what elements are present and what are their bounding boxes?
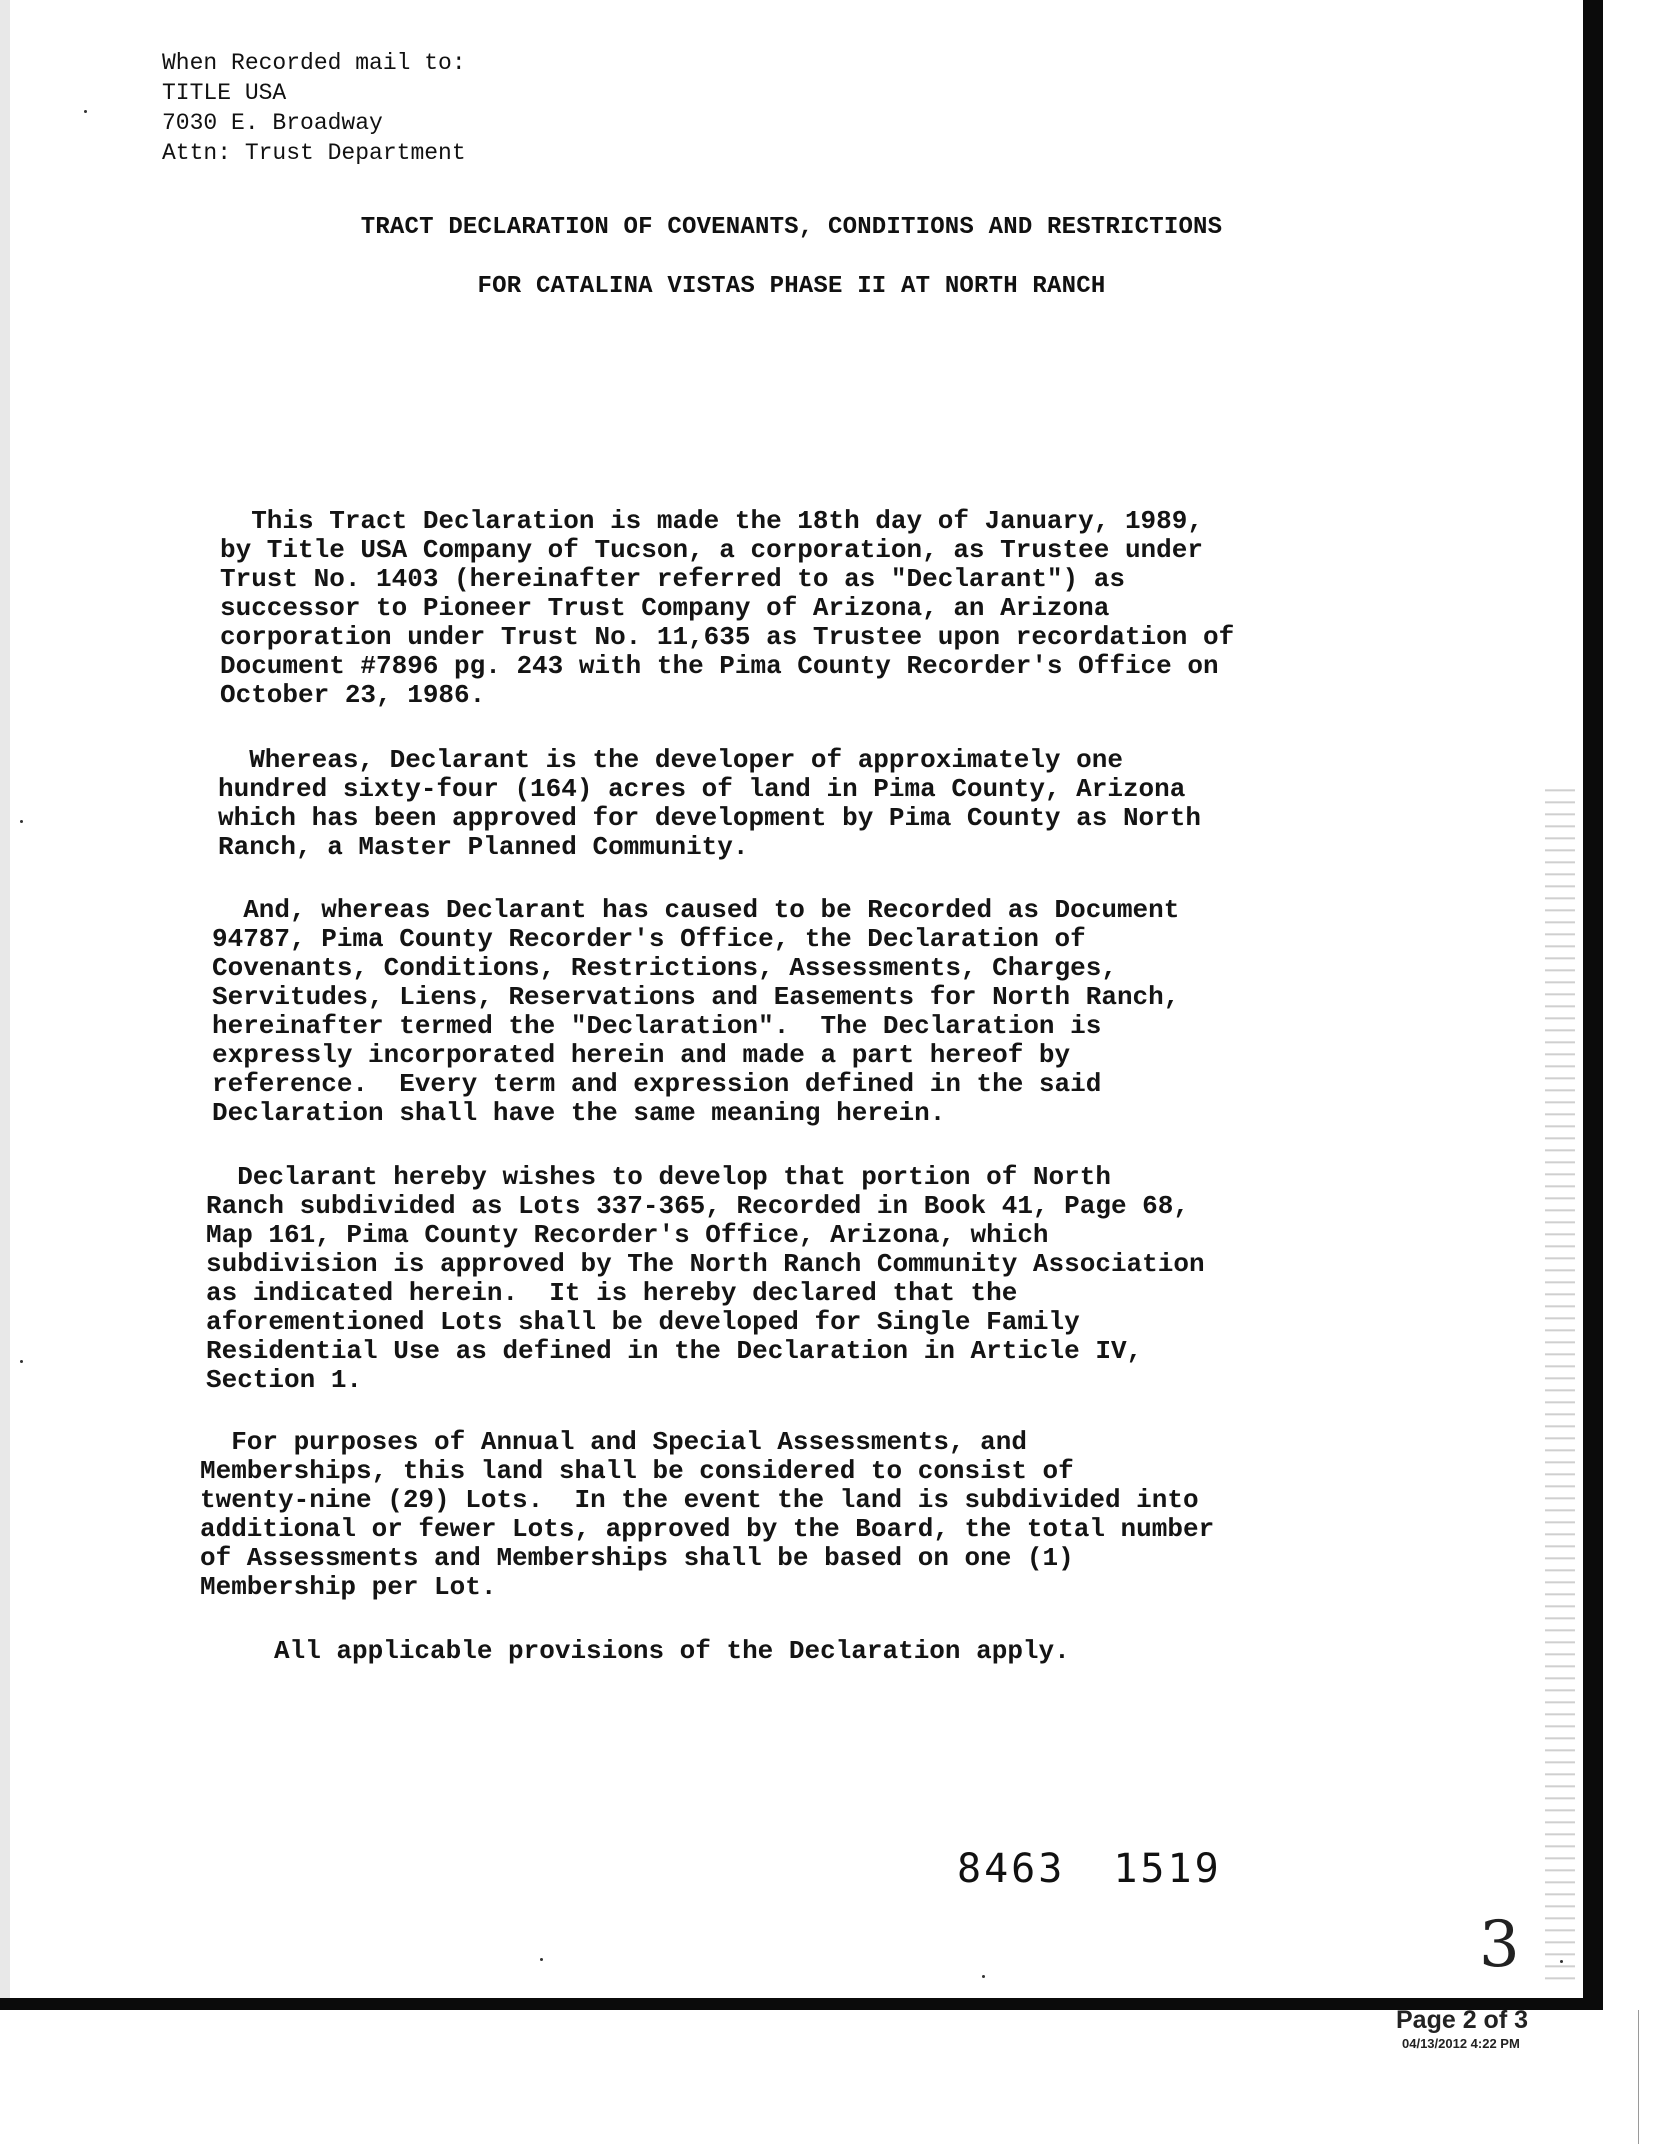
paragraph-assessments	[200, 1428, 1214, 1602]
scan-speck	[540, 1958, 543, 1961]
recipient-street: 7030 E. Broadway	[162, 110, 383, 136]
text-line: Document #7896 pg. 243 with the Pima County Recorder's Office on	[220, 651, 1219, 681]
recipient-name: TITLE USA	[162, 80, 287, 106]
page-number: 1519	[1113, 1846, 1222, 1892]
document-title-line-1: TRACT DECLARATION OF COVENANTS, CONDITIONS AND RESTRICTIONS	[360, 214, 1223, 241]
text-line: aforementioned Lots shall be developed for Single Family	[206, 1307, 1080, 1337]
text-line: by Title USA Company of Tucson, a corporation, as Trustee under	[220, 535, 1203, 565]
scan-right-border	[1583, 0, 1603, 2004]
text-line: Memberships, this land shall be considered to consist of	[200, 1456, 1074, 1486]
text-line: For purposes of Annual and Special Assessments, and	[200, 1427, 1027, 1457]
scan-bottom-border	[0, 1998, 1603, 2010]
text-line: October 23, 1986.	[220, 680, 486, 710]
paragraph-whereas-recorded	[212, 896, 1179, 1128]
page-edge-line	[1638, 2010, 1639, 2144]
page-indicator: Page 2 of 3	[1396, 2006, 1528, 2034]
scan-noise	[1545, 780, 1575, 1980]
scan-speck	[1560, 1960, 1563, 1963]
text-line: hereinafter termed the "Declaration". The Declaration is	[212, 1011, 1102, 1041]
text-line: successor to Pioneer Trust Company of Arizona, an Arizona	[220, 593, 1110, 623]
text-line: Trust No. 1403 (hereinafter referred to as "Declarant") as	[220, 564, 1125, 594]
scan-speck	[20, 1360, 23, 1363]
handwritten-page-mark: 3	[1479, 1908, 1520, 1982]
text-line: as indicated herein. It is hereby declared that the	[206, 1278, 1018, 1308]
text-line: Ranch subdivided as Lots 337-365, Recorded in Book 41, Page 68,	[206, 1191, 1189, 1221]
text-line: Declaration shall have the same meaning herein.	[212, 1098, 946, 1128]
text-line: Section 1.	[206, 1365, 363, 1395]
text-line: additional or fewer Lots, approved by the Board, the total number	[200, 1514, 1215, 1544]
document-title-line-2: FOR CATALINA VISTAS PHASE II AT NORTH RANCH	[477, 273, 1106, 300]
recording-book-page-numbers	[957, 1846, 1270, 1892]
print-timestamp: 04/13/2012 4:22 PM	[1402, 2036, 1520, 2051]
text-line: reference. Every term and expression defined in the said	[212, 1069, 1102, 1099]
text-line: All applicable provisions of the Declaration apply.	[274, 1636, 1070, 1666]
text-line: subdivision is approved by The North Ranch Community Association	[206, 1249, 1205, 1279]
text-line: which has been approved for development by Pima County as North	[218, 803, 1201, 833]
book-number: 8463	[957, 1846, 1066, 1892]
paragraph-whereas-developer	[218, 746, 1201, 862]
text-line: Ranch, a Master Planned Community.	[218, 832, 749, 862]
text-line: And, whereas Declarant has caused to be Recorded as Document	[212, 895, 1180, 925]
text-line: Membership per Lot.	[200, 1572, 497, 1602]
recording-address-block	[162, 48, 466, 168]
text-line: Whereas, Declarant is the developer of approximately one	[218, 745, 1123, 775]
scan-left-edge	[0, 0, 10, 2004]
paragraph-development-lots	[206, 1163, 1205, 1395]
text-line: Map 161, Pima County Recorder's Office, Arizona, which	[206, 1220, 1049, 1250]
scan-speck	[20, 820, 23, 823]
text-line: Residential Use as defined in the Declaration in Article IV,	[206, 1336, 1143, 1366]
text-line: 94787, Pima County Recorder's Office, the Declaration of	[212, 924, 1086, 954]
scan-speck	[84, 110, 87, 113]
text-line: of Assessments and Memberships shall be based on one (1)	[200, 1543, 1074, 1573]
text-line: This Tract Declaration is made the 18th day of January, 1989,	[220, 506, 1203, 536]
scan-speck	[982, 1975, 985, 1978]
text-line: corporation under Trust No. 11,635 as Trustee upon recordation of	[220, 622, 1235, 652]
paragraph-declaration-intro	[220, 507, 1234, 710]
text-line: twenty-nine (29) Lots. In the event the land is subdivided into	[200, 1485, 1199, 1515]
recording-line: When Recorded mail to:	[162, 50, 466, 76]
text-line: hundred sixty-four (164) acres of land in Pima County, Arizona	[218, 774, 1186, 804]
text-line: expressly incorporated herein and made a part hereof by	[212, 1040, 1071, 1070]
paragraph-provisions-apply	[274, 1637, 1070, 1666]
text-line: Declarant hereby wishes to develop that portion of North	[206, 1162, 1111, 1192]
recipient-attention: Attn: Trust Department	[162, 140, 466, 166]
text-line: Servitudes, Liens, Reservations and Easements for North Ranch,	[212, 982, 1180, 1012]
text-line: Covenants, Conditions, Restrictions, Assessments, Charges,	[212, 953, 1117, 983]
